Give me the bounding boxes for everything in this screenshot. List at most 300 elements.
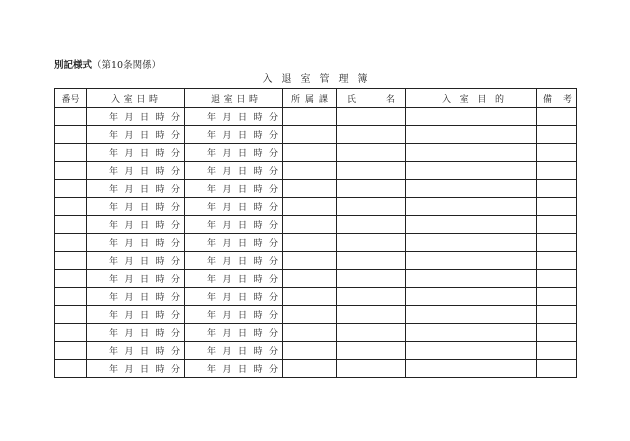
unit-label: 年 bbox=[109, 167, 119, 177]
exit-datetime-cell[interactable] bbox=[185, 162, 283, 180]
unit-label: 日 bbox=[139, 131, 149, 141]
name-cell[interactable] bbox=[337, 270, 406, 288]
unit-label: 時 bbox=[253, 311, 263, 321]
exit-datetime-cell[interactable] bbox=[185, 288, 283, 306]
unit-label: 分 bbox=[170, 149, 180, 159]
unit-label: 日 bbox=[139, 221, 149, 231]
unit-label: 年 bbox=[109, 275, 119, 285]
purpose-cell[interactable] bbox=[406, 234, 537, 252]
table-row bbox=[55, 270, 577, 288]
unit-label: 日 bbox=[139, 257, 149, 267]
datetime-units bbox=[87, 362, 184, 375]
datetime-units bbox=[185, 218, 282, 231]
entry-datetime-cell[interactable] bbox=[87, 288, 185, 306]
datetime-units bbox=[185, 164, 282, 177]
number-cell[interactable] bbox=[55, 252, 87, 270]
entry-datetime-cell[interactable] bbox=[87, 144, 185, 162]
unit-label: 月 bbox=[222, 311, 232, 321]
purpose-cell[interactable] bbox=[406, 144, 537, 162]
unit-label: 年 bbox=[109, 149, 119, 159]
exit-datetime-cell[interactable] bbox=[185, 108, 283, 126]
datetime-units bbox=[87, 182, 184, 195]
number-cell[interactable] bbox=[55, 180, 87, 198]
purpose-cell[interactable] bbox=[406, 270, 537, 288]
entry-datetime-cell[interactable] bbox=[87, 126, 185, 144]
entry-datetime-cell[interactable] bbox=[87, 360, 185, 378]
exit-datetime-cell[interactable] bbox=[185, 306, 283, 324]
remarks-cell[interactable] bbox=[537, 288, 577, 306]
unit-label: 分 bbox=[170, 221, 180, 231]
entry-datetime-label: 入 室 日 時 bbox=[111, 94, 158, 105]
number-cell[interactable] bbox=[55, 324, 87, 342]
col-header-name bbox=[337, 89, 406, 108]
unit-label: 月 bbox=[222, 221, 232, 231]
unit-label: 時 bbox=[253, 257, 263, 267]
unit-label: 月 bbox=[222, 203, 232, 213]
unit-label: 年 bbox=[109, 239, 119, 249]
unit-label: 年 bbox=[109, 329, 119, 339]
entry-datetime-cell[interactable] bbox=[87, 180, 185, 198]
unit-label: 分 bbox=[170, 347, 180, 357]
unit-label: 年 bbox=[207, 329, 217, 339]
unit-label: 分 bbox=[268, 257, 278, 267]
entry-datetime-cell[interactable] bbox=[87, 162, 185, 180]
unit-label: 日 bbox=[237, 221, 247, 231]
unit-label: 日 bbox=[237, 113, 247, 123]
unit-label: 日 bbox=[139, 365, 149, 375]
unit-label: 月 bbox=[222, 257, 232, 267]
unit-label: 月 bbox=[124, 239, 134, 249]
remarks-cell[interactable] bbox=[537, 144, 577, 162]
name-cell[interactable] bbox=[337, 216, 406, 234]
exit-datetime-cell[interactable] bbox=[185, 252, 283, 270]
unit-label: 月 bbox=[124, 365, 134, 375]
unit-label: 分 bbox=[170, 167, 180, 177]
register-body bbox=[55, 108, 577, 378]
datetime-units bbox=[185, 254, 282, 267]
table-row bbox=[55, 198, 577, 216]
purpose-cell[interactable] bbox=[406, 108, 537, 126]
entry-datetime-cell[interactable] bbox=[87, 306, 185, 324]
name-cell[interactable] bbox=[337, 306, 406, 324]
unit-label: 分 bbox=[268, 203, 278, 213]
unit-label: 月 bbox=[124, 257, 134, 267]
unit-label: 分 bbox=[268, 149, 278, 159]
unit-label: 時 bbox=[155, 239, 165, 249]
unit-label: 分 bbox=[170, 293, 180, 303]
datetime-units bbox=[87, 110, 184, 123]
unit-label: 年 bbox=[109, 203, 119, 213]
entry-datetime-cell[interactable] bbox=[87, 342, 185, 360]
datetime-units bbox=[87, 290, 184, 303]
number-cell[interactable] bbox=[55, 288, 87, 306]
datetime-units bbox=[87, 272, 184, 285]
unit-label: 日 bbox=[139, 113, 149, 123]
name-label: 氏 名 bbox=[347, 94, 395, 105]
datetime-units bbox=[87, 308, 184, 321]
unit-label: 日 bbox=[139, 167, 149, 177]
name-cell[interactable] bbox=[337, 162, 406, 180]
unit-label: 年 bbox=[109, 347, 119, 357]
unit-label: 月 bbox=[222, 293, 232, 303]
unit-label: 分 bbox=[268, 221, 278, 231]
unit-label: 月 bbox=[124, 167, 134, 177]
purpose-cell[interactable] bbox=[406, 342, 537, 360]
table-row bbox=[55, 252, 577, 270]
unit-label: 日 bbox=[139, 239, 149, 249]
entry-datetime-cell[interactable] bbox=[87, 324, 185, 342]
unit-label: 日 bbox=[139, 149, 149, 159]
unit-label: 分 bbox=[268, 185, 278, 195]
unit-label: 年 bbox=[207, 203, 217, 213]
remarks-cell[interactable] bbox=[537, 108, 577, 126]
unit-label: 日 bbox=[139, 311, 149, 321]
unit-label: 分 bbox=[268, 365, 278, 375]
name-cell[interactable] bbox=[337, 144, 406, 162]
col-header-exit-datetime bbox=[185, 89, 283, 108]
unit-label: 月 bbox=[222, 365, 232, 375]
unit-label: 時 bbox=[155, 347, 165, 357]
unit-label: 月 bbox=[124, 185, 134, 195]
unit-label: 月 bbox=[222, 239, 232, 249]
purpose-cell[interactable] bbox=[406, 216, 537, 234]
department-cell[interactable] bbox=[283, 360, 337, 378]
unit-label: 時 bbox=[253, 347, 263, 357]
purpose-cell[interactable] bbox=[406, 180, 537, 198]
unit-label: 時 bbox=[155, 293, 165, 303]
unit-label: 時 bbox=[155, 203, 165, 213]
unit-label: 日 bbox=[139, 293, 149, 303]
unit-label: 日 bbox=[139, 203, 149, 213]
entry-datetime-cell[interactable] bbox=[87, 216, 185, 234]
number-cell[interactable] bbox=[55, 234, 87, 252]
unit-label: 年 bbox=[207, 221, 217, 231]
unit-label: 時 bbox=[155, 167, 165, 177]
unit-label: 分 bbox=[268, 293, 278, 303]
purpose-cell[interactable] bbox=[406, 198, 537, 216]
department-cell[interactable] bbox=[283, 252, 337, 270]
datetime-units bbox=[185, 272, 282, 285]
unit-label: 日 bbox=[237, 239, 247, 249]
entry-datetime-cell[interactable] bbox=[87, 252, 185, 270]
unit-label: 分 bbox=[170, 113, 180, 123]
unit-label: 時 bbox=[253, 185, 263, 195]
remarks-cell[interactable] bbox=[537, 126, 577, 144]
table-row bbox=[55, 360, 577, 378]
number-cell[interactable] bbox=[55, 270, 87, 288]
datetime-units bbox=[185, 128, 282, 141]
purpose-cell[interactable] bbox=[406, 252, 537, 270]
number-cell[interactable] bbox=[55, 342, 87, 360]
department-cell[interactable] bbox=[283, 126, 337, 144]
unit-label: 年 bbox=[207, 365, 217, 375]
unit-label: 日 bbox=[237, 167, 247, 177]
table-row bbox=[55, 342, 577, 360]
datetime-units bbox=[185, 362, 282, 375]
table-row bbox=[55, 324, 577, 342]
number-cell[interactable] bbox=[55, 360, 87, 378]
col-header-entry-datetime bbox=[87, 89, 185, 108]
department-cell[interactable] bbox=[283, 270, 337, 288]
unit-label: 時 bbox=[155, 275, 165, 285]
datetime-units bbox=[185, 344, 282, 357]
datetime-units bbox=[87, 200, 184, 213]
exit-datetime-cell[interactable] bbox=[185, 342, 283, 360]
unit-label: 時 bbox=[253, 113, 263, 123]
unit-label: 年 bbox=[109, 221, 119, 231]
unit-label: 時 bbox=[155, 311, 165, 321]
entry-datetime-cell[interactable] bbox=[87, 234, 185, 252]
remarks-cell[interactable] bbox=[537, 252, 577, 270]
number-cell[interactable] bbox=[55, 216, 87, 234]
unit-label: 年 bbox=[109, 365, 119, 375]
unit-label: 年 bbox=[207, 149, 217, 159]
datetime-units bbox=[185, 290, 282, 303]
datetime-units bbox=[185, 182, 282, 195]
unit-label: 時 bbox=[155, 221, 165, 231]
purpose-cell[interactable] bbox=[406, 288, 537, 306]
purpose-cell[interactable] bbox=[406, 360, 537, 378]
purpose-cell[interactable] bbox=[406, 306, 537, 324]
department-cell[interactable] bbox=[283, 342, 337, 360]
exit-datetime-cell[interactable] bbox=[185, 270, 283, 288]
unit-label: 分 bbox=[268, 311, 278, 321]
entry-datetime-cell[interactable] bbox=[87, 270, 185, 288]
remarks-cell[interactable] bbox=[537, 324, 577, 342]
unit-label: 年 bbox=[207, 257, 217, 267]
table-row bbox=[55, 180, 577, 198]
remarks-cell[interactable] bbox=[537, 198, 577, 216]
unit-label: 年 bbox=[207, 131, 217, 141]
unit-label: 分 bbox=[170, 311, 180, 321]
unit-label: 時 bbox=[253, 239, 263, 249]
unit-label: 分 bbox=[170, 275, 180, 285]
unit-label: 年 bbox=[109, 185, 119, 195]
datetime-units bbox=[185, 146, 282, 159]
unit-label: 年 bbox=[207, 347, 217, 357]
unit-label: 月 bbox=[222, 347, 232, 357]
unit-label: 日 bbox=[237, 257, 247, 267]
unit-label: 時 bbox=[253, 203, 263, 213]
number-cell[interactable] bbox=[55, 198, 87, 216]
exit-datetime-cell[interactable] bbox=[185, 234, 283, 252]
name-cell[interactable] bbox=[337, 180, 406, 198]
unit-label: 月 bbox=[124, 221, 134, 231]
name-cell[interactable] bbox=[337, 360, 406, 378]
datetime-units bbox=[185, 236, 282, 249]
unit-label: 日 bbox=[237, 149, 247, 159]
unit-label: 月 bbox=[222, 149, 232, 159]
unit-label: 分 bbox=[268, 329, 278, 339]
name-cell[interactable] bbox=[337, 288, 406, 306]
unit-label: 月 bbox=[124, 149, 134, 159]
unit-label: 分 bbox=[170, 203, 180, 213]
table-row bbox=[55, 234, 577, 252]
remarks-cell[interactable] bbox=[537, 162, 577, 180]
unit-label: 月 bbox=[124, 275, 134, 285]
datetime-units bbox=[185, 308, 282, 321]
unit-label: 分 bbox=[170, 239, 180, 249]
unit-label: 時 bbox=[253, 365, 263, 375]
number-cell[interactable] bbox=[55, 126, 87, 144]
form-header bbox=[54, 57, 161, 71]
unit-label: 月 bbox=[124, 113, 134, 123]
department-label: 所 属 課 bbox=[291, 94, 328, 105]
number-cell[interactable] bbox=[55, 162, 87, 180]
unit-label: 分 bbox=[170, 185, 180, 195]
unit-label: 時 bbox=[155, 131, 165, 141]
exit-datetime-cell[interactable] bbox=[185, 126, 283, 144]
remarks-cell[interactable] bbox=[537, 342, 577, 360]
unit-label: 月 bbox=[222, 275, 232, 285]
table-row bbox=[55, 306, 577, 324]
unit-label: 分 bbox=[170, 257, 180, 267]
unit-label: 年 bbox=[207, 275, 217, 285]
exit-datetime-cell[interactable] bbox=[185, 198, 283, 216]
unit-label: 分 bbox=[170, 329, 180, 339]
datetime-units bbox=[87, 164, 184, 177]
unit-label: 日 bbox=[237, 131, 247, 141]
purpose-cell[interactable] bbox=[406, 126, 537, 144]
department-cell[interactable] bbox=[283, 234, 337, 252]
number-cell[interactable] bbox=[55, 144, 87, 162]
unit-label: 分 bbox=[170, 131, 180, 141]
col-header-number: 番号 bbox=[55, 89, 87, 108]
col-header-purpose bbox=[406, 89, 537, 108]
col-header-remarks bbox=[537, 89, 577, 108]
unit-label: 月 bbox=[124, 329, 134, 339]
purpose-cell[interactable] bbox=[406, 162, 537, 180]
name-cell[interactable] bbox=[337, 198, 406, 216]
name-cell[interactable] bbox=[337, 324, 406, 342]
exit-datetime-cell[interactable] bbox=[185, 216, 283, 234]
remarks-cell[interactable] bbox=[537, 306, 577, 324]
unit-label: 年 bbox=[207, 113, 217, 123]
datetime-units bbox=[87, 326, 184, 339]
unit-label: 年 bbox=[109, 311, 119, 321]
exit-datetime-label: 退 室 日 時 bbox=[211, 94, 258, 105]
unit-label: 日 bbox=[237, 293, 247, 303]
entry-exit-register-table bbox=[54, 88, 577, 378]
exit-datetime-cell[interactable] bbox=[185, 324, 283, 342]
remarks-label: 備 考 bbox=[543, 94, 572, 105]
purpose-cell[interactable] bbox=[406, 324, 537, 342]
datetime-units bbox=[87, 146, 184, 159]
number-cell[interactable] bbox=[55, 108, 87, 126]
unit-label: 月 bbox=[222, 329, 232, 339]
datetime-units bbox=[87, 128, 184, 141]
unit-label: 月 bbox=[124, 311, 134, 321]
exit-datetime-cell[interactable] bbox=[185, 360, 283, 378]
unit-label: 時 bbox=[253, 221, 263, 231]
department-cell[interactable] bbox=[283, 144, 337, 162]
table-row bbox=[55, 126, 577, 144]
datetime-units bbox=[87, 344, 184, 357]
unit-label: 年 bbox=[109, 113, 119, 123]
unit-label: 日 bbox=[139, 347, 149, 357]
unit-label: 年 bbox=[109, 257, 119, 267]
department-cell[interactable] bbox=[283, 324, 337, 342]
unit-label: 年 bbox=[207, 293, 217, 303]
unit-label: 時 bbox=[155, 185, 165, 195]
entry-datetime-cell[interactable] bbox=[87, 108, 185, 126]
col-header-department bbox=[283, 89, 337, 108]
remarks-cell[interactable] bbox=[537, 180, 577, 198]
unit-label: 日 bbox=[237, 365, 247, 375]
department-cell[interactable] bbox=[283, 180, 337, 198]
name-cell[interactable] bbox=[337, 234, 406, 252]
unit-label: 月 bbox=[124, 203, 134, 213]
unit-label: 日 bbox=[139, 329, 149, 339]
unit-label: 時 bbox=[253, 329, 263, 339]
remarks-cell[interactable] bbox=[537, 360, 577, 378]
unit-label: 年 bbox=[207, 185, 217, 195]
number-cell[interactable] bbox=[55, 306, 87, 324]
unit-label: 時 bbox=[253, 167, 263, 177]
remarks-cell[interactable] bbox=[537, 216, 577, 234]
unit-label: 時 bbox=[253, 275, 263, 285]
exit-datetime-cell[interactable] bbox=[185, 180, 283, 198]
name-cell[interactable] bbox=[337, 126, 406, 144]
unit-label: 月 bbox=[124, 347, 134, 357]
unit-label: 日 bbox=[237, 311, 247, 321]
unit-label: 年 bbox=[109, 293, 119, 303]
unit-label: 年 bbox=[207, 239, 217, 249]
name-cell[interactable] bbox=[337, 252, 406, 270]
unit-label: 時 bbox=[253, 131, 263, 141]
form-reference: （第10条関係） bbox=[92, 60, 162, 71]
unit-label: 分 bbox=[268, 113, 278, 123]
unit-label: 日 bbox=[237, 347, 247, 357]
unit-label: 分 bbox=[268, 275, 278, 285]
unit-label: 分 bbox=[268, 131, 278, 141]
table-row bbox=[55, 162, 577, 180]
department-cell[interactable] bbox=[283, 108, 337, 126]
department-cell[interactable] bbox=[283, 216, 337, 234]
department-cell[interactable] bbox=[283, 288, 337, 306]
unit-label: 時 bbox=[155, 365, 165, 375]
datetime-units bbox=[185, 110, 282, 123]
unit-label: 年 bbox=[207, 167, 217, 177]
datetime-units bbox=[87, 254, 184, 267]
datetime-units bbox=[87, 236, 184, 249]
remarks-cell[interactable] bbox=[537, 270, 577, 288]
document-title: 入退室管理簿 bbox=[262, 74, 377, 85]
datetime-units bbox=[185, 200, 282, 213]
unit-label: 時 bbox=[253, 149, 263, 159]
exit-datetime-cell[interactable] bbox=[185, 144, 283, 162]
unit-label: 月 bbox=[222, 113, 232, 123]
department-cell[interactable] bbox=[283, 306, 337, 324]
header-row bbox=[55, 89, 577, 108]
remarks-cell[interactable] bbox=[537, 234, 577, 252]
unit-label: 日 bbox=[139, 185, 149, 195]
unit-label: 分 bbox=[170, 365, 180, 375]
entry-datetime-cell[interactable] bbox=[87, 198, 185, 216]
department-cell[interactable] bbox=[283, 198, 337, 216]
table-row bbox=[55, 216, 577, 234]
unit-label: 日 bbox=[237, 203, 247, 213]
department-cell[interactable] bbox=[283, 162, 337, 180]
name-cell[interactable] bbox=[337, 108, 406, 126]
unit-label: 月 bbox=[222, 167, 232, 177]
unit-label: 時 bbox=[155, 329, 165, 339]
unit-label: 分 bbox=[268, 347, 278, 357]
unit-label: 年 bbox=[109, 131, 119, 141]
name-cell[interactable] bbox=[337, 342, 406, 360]
datetime-units bbox=[185, 326, 282, 339]
unit-label: 時 bbox=[155, 149, 165, 159]
